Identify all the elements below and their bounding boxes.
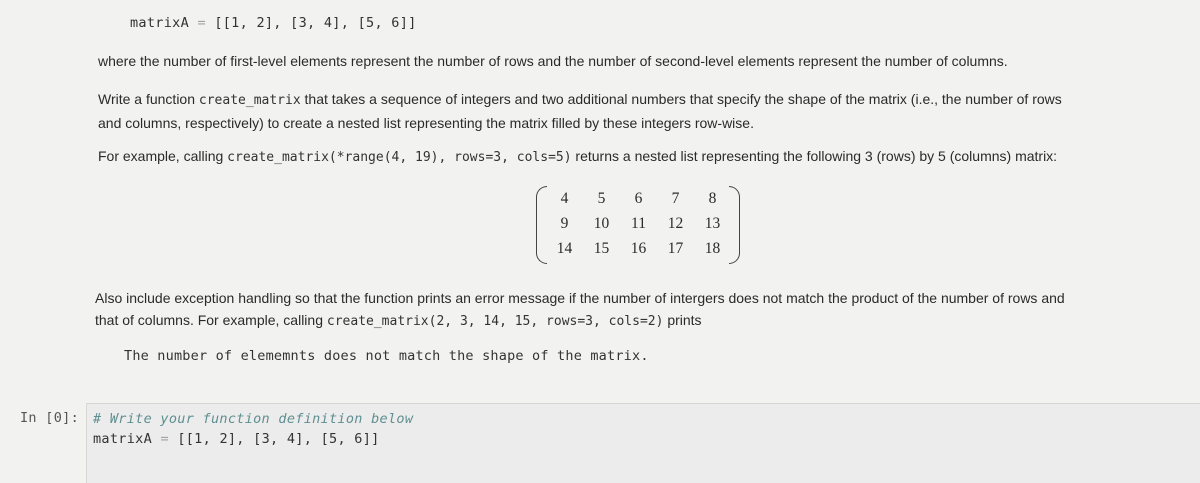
paragraph-2-line2: and columns, respectively) to create a nested list representing the matrix filled by these integers row-wise. (98, 115, 754, 131)
error-example-code: create_matrix(2, 3, 14, 15, rows=3, cols=2) (326, 314, 664, 329)
paragraph-4-line2-post: prints (663, 312, 702, 328)
matrix-cell: 14 (556, 239, 573, 257)
matrix-cell: 15 (593, 239, 610, 257)
paragraph-3-post: returns a nested list representing the following 3 (rows) by 5 (columns) matrix: (571, 148, 1058, 164)
right-parenthesis (729, 186, 740, 264)
example-call-code: create_matrix(*range(4, 19), rows=3, cols=5) (227, 150, 572, 165)
matrix-cell: 6 (634, 189, 643, 207)
code-cell (0, 398, 1200, 482)
matrix-cell: 11 (631, 214, 646, 232)
matrix-cell: 5 (597, 189, 606, 207)
paragraph-4 (95, 287, 1065, 333)
matrix-row (546, 236, 731, 261)
matrix-cell: 4 (560, 189, 569, 207)
code-value: [[1, 2], [3, 4], [5, 6]] (177, 431, 380, 447)
matrix-row (546, 211, 731, 236)
variable-name: matrixA (130, 15, 189, 31)
code-example-line (130, 15, 417, 31)
input-prompt: In [0]: (20, 410, 79, 426)
matrix-table (546, 186, 731, 261)
paragraph-2-post: that takes a sequence of integers and two additional numbers that specify the shape of the matrix (i.e., the number of rows (300, 91, 1062, 107)
paragraph-4-line2-pre: that of columns. For example, calling (95, 312, 327, 328)
paragraph-3 (98, 145, 1057, 169)
matrix-cell: 9 (560, 214, 569, 232)
paragraph-4-line1: Also include exception handling so that the function prints an error message if the number of intergers does not match the product of the number of rows and (95, 290, 1065, 306)
matrix-cell: 13 (704, 214, 721, 232)
paragraph-2 (98, 88, 1062, 134)
matrix-cell: 12 (667, 214, 684, 232)
paragraph-3-pre: For example, calling (98, 148, 228, 164)
function-name-code: create_matrix (198, 93, 301, 108)
variable-value: [[1, 2], [3, 4], [5, 6]] (214, 15, 417, 31)
matrix-cell: 8 (708, 189, 717, 207)
matrix-cell: 10 (593, 214, 610, 232)
code-line-1[interactable] (93, 411, 413, 427)
code-editor[interactable] (86, 403, 1200, 483)
code-variable: matrixA (93, 431, 152, 447)
paragraph-1: where the number of first-level elements represent the number of rows and the number of second-level elements represent the number of columns. (98, 53, 1008, 69)
matrix-cell: 16 (630, 239, 647, 257)
matrix-row (546, 186, 731, 211)
assign-operator: = (197, 15, 206, 31)
matrix-cell: 17 (667, 239, 684, 257)
matrix-display (536, 186, 740, 264)
code-line-2[interactable] (93, 431, 380, 447)
code-comment: # Write your function definition below (93, 411, 414, 427)
paragraph-2-pre: Write a function (98, 91, 199, 107)
error-message-output: The number of elememnts does not match the shape of the matrix. (124, 348, 649, 364)
code-operator: = (160, 431, 169, 447)
matrix-cell: 18 (704, 239, 721, 257)
matrix-cell: 7 (671, 189, 680, 207)
